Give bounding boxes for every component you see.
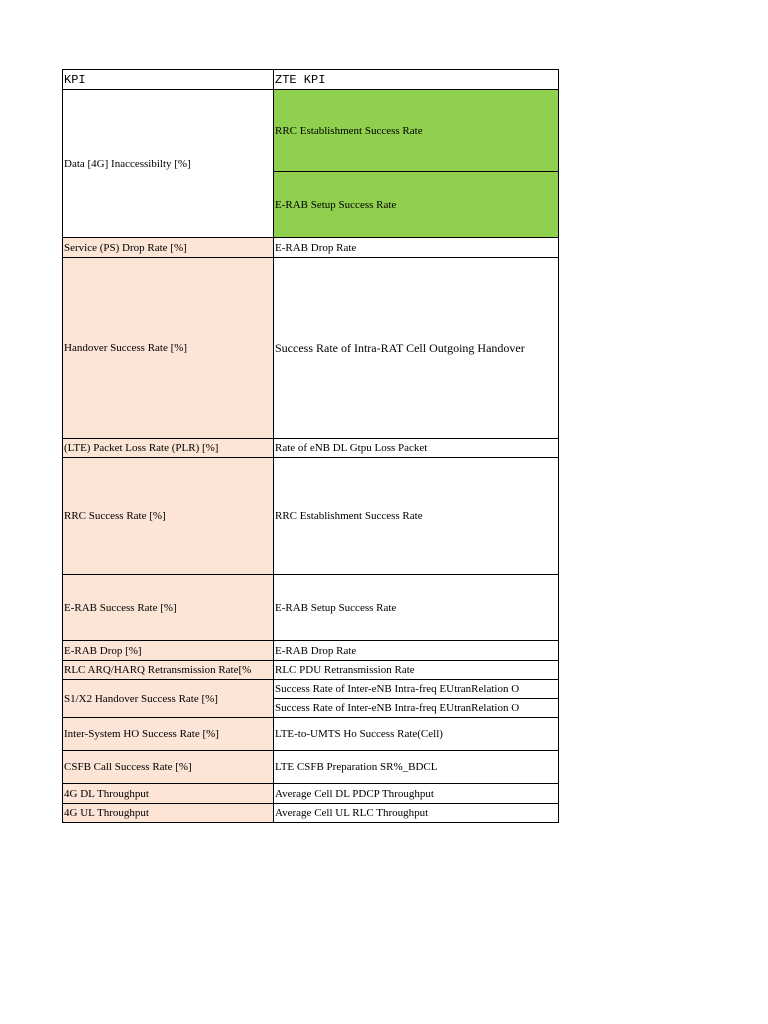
zte-kpi-cell[interactable]: E-RAB Drop Rate [274,238,559,258]
kpi-cell[interactable]: 4G DL Throughput [63,784,274,804]
kpi-mapping-table [62,69,559,823]
zte-kpi-cell[interactable]: Average Cell DL PDCP Throughput [274,784,559,804]
table-row [63,258,559,439]
table-row [63,641,559,661]
kpi-cell[interactable]: Data [4G] Inaccessibilty [%] [63,90,274,238]
kpi-cell[interactable]: (LTE) Packet Loss Rate (PLR) [%] [63,439,274,458]
kpi-cell[interactable]: E-RAB Drop [%] [63,641,274,661]
zte-kpi-cell[interactable]: RLC PDU Retransmission Rate [274,661,559,680]
zte-kpi-cell[interactable]: E-RAB Setup Success Rate [274,575,559,641]
kpi-cell[interactable]: Service (PS) Drop Rate [%] [63,238,274,258]
table-row [63,804,559,823]
kpi-cell[interactable]: E-RAB Success Rate [%] [63,575,274,641]
table-row [63,575,559,641]
kpi-cell[interactable]: 4G UL Throughput [63,804,274,823]
zte-kpi-cell[interactable]: RRC Establishment Success Rate [274,90,559,172]
kpi-cell[interactable]: S1/X2 Handover Success Rate [%] [63,680,274,718]
zte-kpi-cell[interactable]: Success Rate of Intra-RAT Cell Outgoing Handover [274,258,559,439]
kpi-cell[interactable]: Handover Success Rate [%] [63,258,274,439]
table-row [63,751,559,784]
header-zte-kpi[interactable]: ZTE KPI [274,70,559,90]
table-row [63,439,559,458]
zte-kpi-cell[interactable]: Average Cell UL RLC Throughput [274,804,559,823]
zte-kpi-cell[interactable]: RRC Establishment Success Rate [274,458,559,575]
kpi-cell[interactable]: RRC Success Rate [%] [63,458,274,575]
header-kpi[interactable]: KPI [63,70,274,90]
table-row [63,680,559,699]
table-row [63,784,559,804]
table-row [63,458,559,575]
header-row [63,70,559,90]
table-row [63,718,559,751]
zte-kpi-cell[interactable]: Success Rate of Inter-eNB Intra-freq EUtranRelation O [274,699,559,718]
zte-kpi-cell[interactable]: Success Rate of Inter-eNB Intra-freq EUtranRelation O [274,680,559,699]
zte-kpi-cell[interactable]: LTE CSFB Preparation SR%_BDCL [274,751,559,784]
table-row [63,661,559,680]
kpi-cell[interactable]: Inter-System HO Success Rate [%] [63,718,274,751]
kpi-cell[interactable]: CSFB Call Success Rate [%] [63,751,274,784]
zte-kpi-cell[interactable]: Rate of eNB DL Gtpu Loss Packet [274,439,559,458]
table-row [63,238,559,258]
zte-kpi-cell[interactable]: E-RAB Drop Rate [274,641,559,661]
kpi-cell[interactable]: RLC ARQ/HARQ Retransmission Rate[% [63,661,274,680]
table-row [63,90,559,172]
zte-kpi-cell[interactable]: E-RAB Setup Success Rate [274,172,559,238]
zte-kpi-cell[interactable]: LTE-to-UMTS Ho Success Rate(Cell) [274,718,559,751]
